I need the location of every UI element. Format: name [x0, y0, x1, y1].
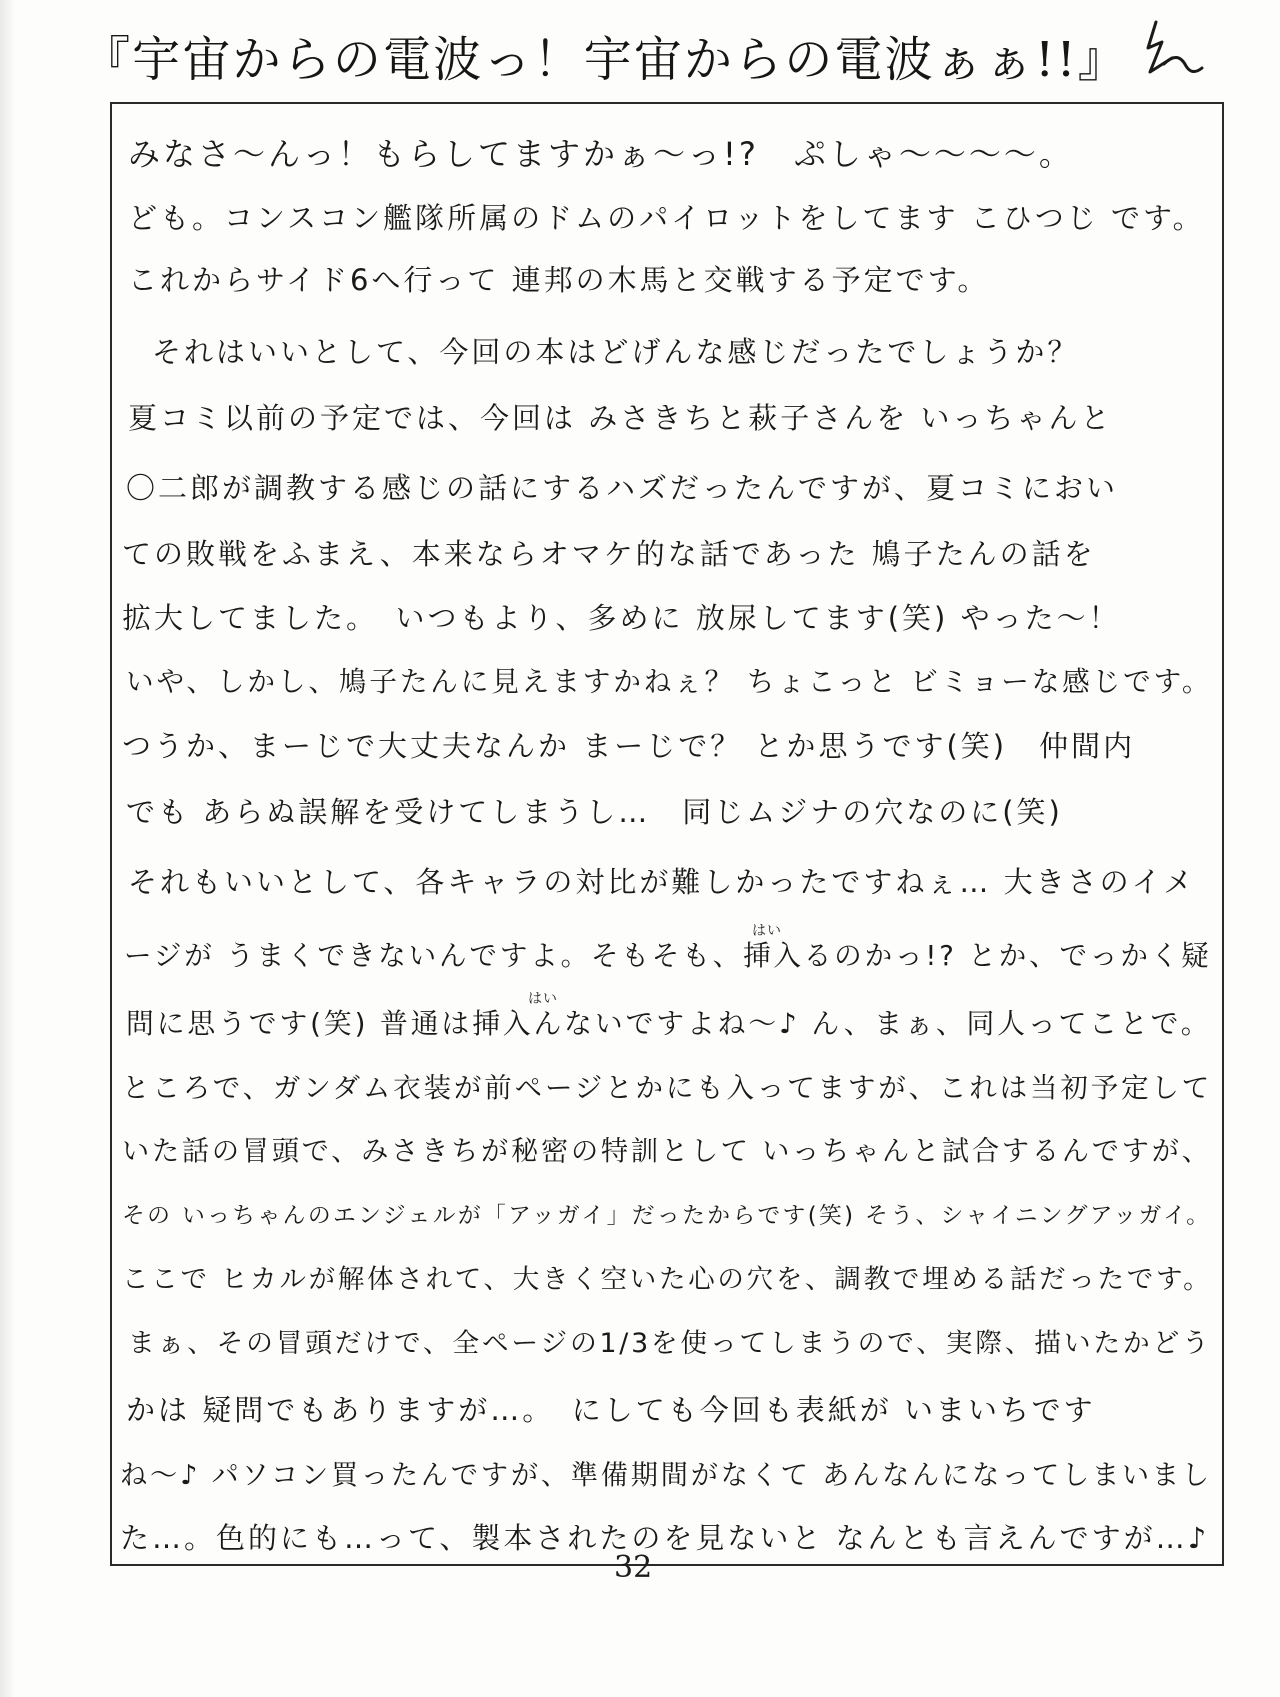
body-line: その いっちゃんのエンジェルが「アッガイ」だったからです(笑) そう、シャイニングアッガイ。 [122, 1203, 1212, 1229]
page-title: 『宇宙からの電波っ！宇宙からの電波ぁぁ!!』 [82, 32, 1128, 88]
body-line: これからサイド6へ行って 連邦の木馬と交戦する予定です。 [128, 263, 990, 297]
body-line: ところで、ガンダム衣装が前ページとかにも入ってますが、これは当初予定して [122, 1072, 1213, 1104]
body-line: た…。色的にも…って、製本されたのを見ないと なんとも言えんですが…♪ [120, 1521, 1210, 1555]
body-line: みなさ〜んっ！もらしてますかぁ〜っ!? ぷしゃ〜〜〜〜。 [128, 135, 1074, 173]
body-line: でも あらぬ誤解を受けてしまうし… 同じムジナの穴なのに(笑) [126, 795, 1063, 829]
body-line: 問に思うです(笑) 普通は挿入んないですよね〜♪ ん、まぁ、同人ってことで。 [126, 1007, 1212, 1040]
body-line: 〇二郎が調教する感じの話にするハズだったんですが、夏コミにおい [126, 471, 1119, 505]
body-line: ね〜♪ パソコン買ったんですが、準備期間がなくて あんなんになってしまいまし [120, 1460, 1212, 1491]
body-line: 夏コミ以前の予定では、今回は みさきちと萩子さんを いっちゃんと [128, 401, 1113, 435]
body-line: それもいいとして、各キャラの対比が難しかったですねぇ… 大きさのイメ [128, 865, 1196, 899]
body-line: ここで ヒカルが解体されて、大きく空いた心の穴を、調教で埋める話だったです。 [122, 1264, 1213, 1295]
body-line: まぁ、その冒頭だけで、全ページの1/3を使ってしまうので、実際、描いたかどう [128, 1328, 1212, 1359]
body-line: ージが うまくできないんですよ。そもそも、挿入るのかっ!? とか、でっかく疑 [124, 940, 1212, 972]
page-number: 32 [614, 1550, 653, 1585]
body-line: それはいいとして、今回の本はどげんな感じだったでしょうか？ [152, 335, 1080, 369]
body-line: ども。コンスコン艦隊所属のドムのパイロットをしてます こひつじ です。 [128, 201, 1205, 235]
body-line: いや、しかし、鳩子たんに見えますかねぇ？ ちょこっと ビミョーな感じです。 [126, 665, 1213, 698]
body-line: ての敗戦をふまえ、本来ならオマケ的な話であった 鳩子たんの話を [122, 537, 1096, 571]
body-line: 拡大してました。 いつもより、多めに 放尿してます(笑) やった〜！ [122, 601, 1121, 635]
body-line: かは 疑問でもありますが…。 にしても今回も表紙が いまいちです [126, 1393, 1096, 1427]
body-line: いた話の冒頭で、みさきちが秘密の特訓として いっちゃんと試合するんですが、 [122, 1136, 1212, 1167]
ruby-annotation: はい [752, 923, 782, 939]
ruby-annotation: はい [528, 991, 558, 1007]
body-line: つうか、まーじで大丈夫なんか まーじで？ とか思うです(笑) 仲間内 [122, 729, 1136, 763]
